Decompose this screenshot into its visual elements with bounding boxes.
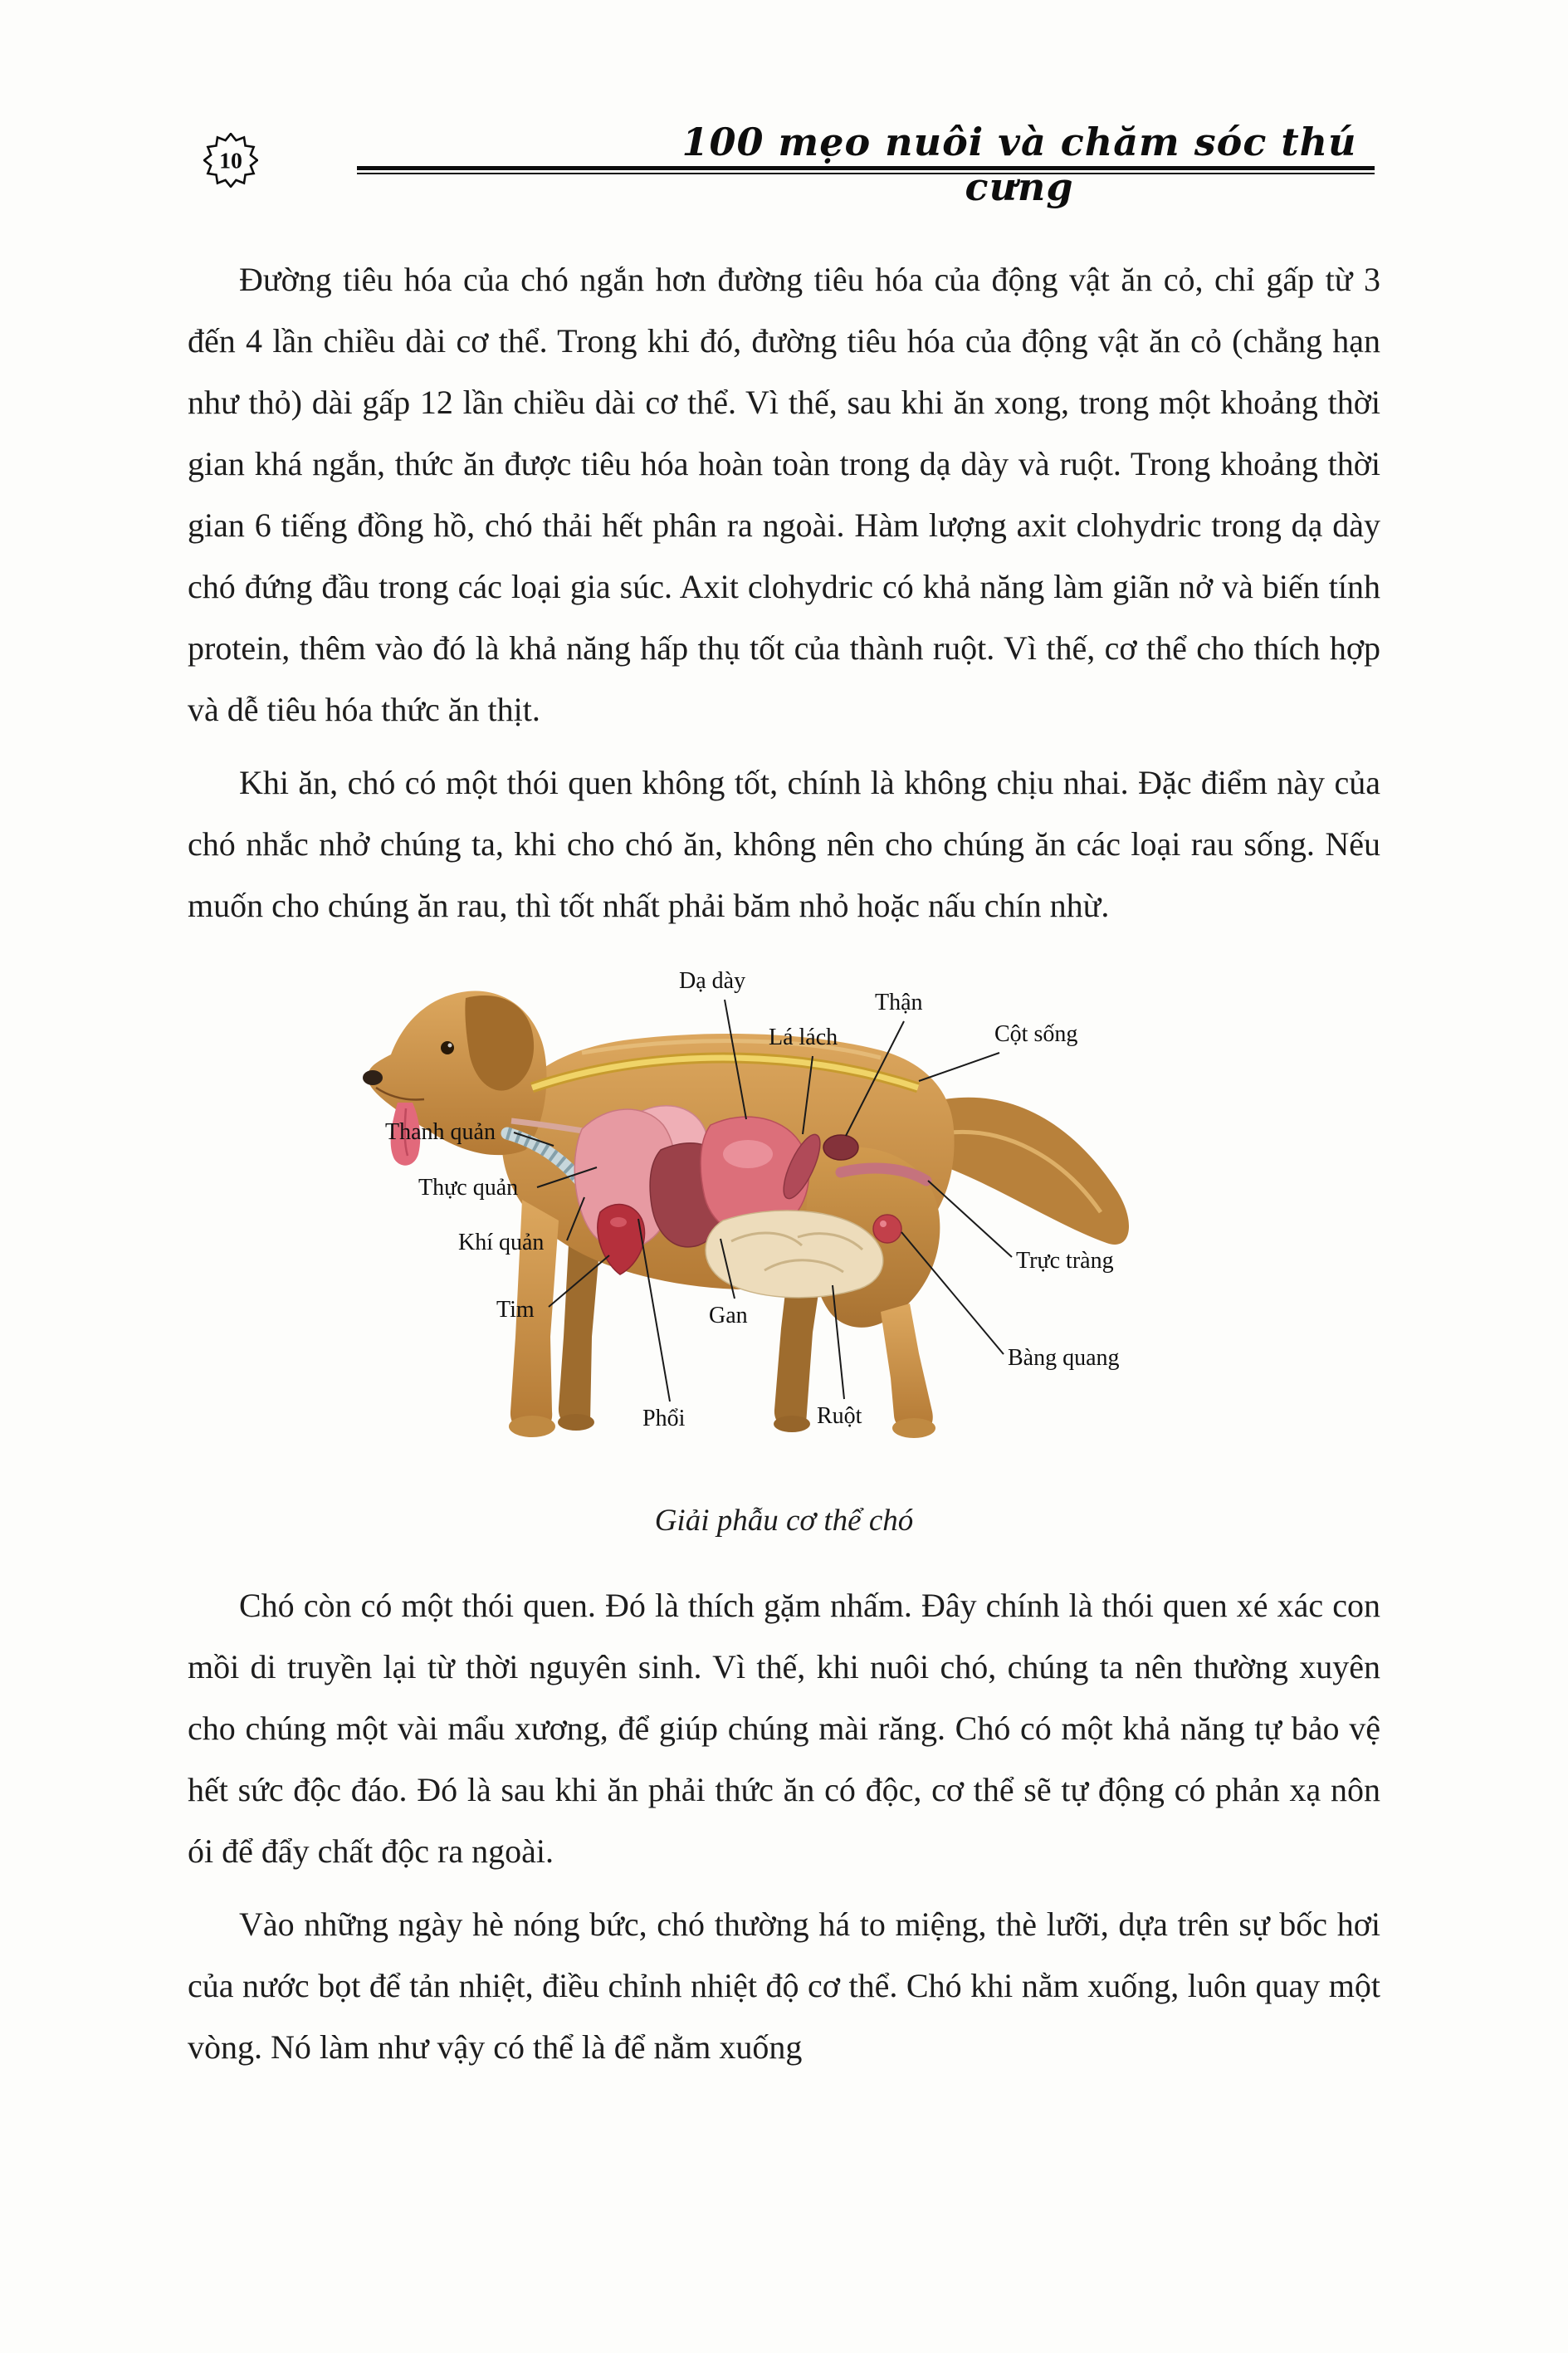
line-truc-trang	[928, 1181, 1012, 1257]
organ-label-phoi: Phổi	[642, 1406, 686, 1431]
organ-label-ruot: Ruột	[817, 1403, 862, 1429]
dog-anatomy-figure	[188, 955, 1380, 1486]
organ-label-la-lach: Lá lách	[769, 1025, 838, 1050]
organ-label-thuc-quan: Thực quản	[418, 1175, 519, 1201]
dog-nose	[363, 1070, 383, 1085]
organ-label-tim: Tim	[496, 1297, 535, 1323]
paragraph-digestion: Đường tiêu hóa của chó ngắn hơn đường tiêu hóa của động vật ăn cỏ, chỉ gấp từ 3 đến 4 lần chiều dài cơ thể. Trong khi đó, đường tiêu hóa của động vật ăn cỏ (chẳng hạn như thỏ) dài gấp 12 lần chiều dài cơ thể. Vì thế, sau khi ăn xong, trong một khoảng thời gian khá ngắn, thức ăn được tiêu hóa hoàn toàn trong dạ dày và ruột. Trong khoảng thời gian 6 tiếng đồng hồ, chó thải hết phân ra ngoài. Hàm lượng axit clohydric trong dạ dày chó đứng đầu trong các loại gia súc. Axit clohydric có khả năng làm giãn nở và biến tính protein, thêm vào đó là khả năng hấp thụ tốt của thành ruột. Vì thế, cơ thể cho thích hợp và dễ tiêu hóa thức ăn thịt.	[188, 261, 1380, 728]
paragraph-cooling: Vào những ngày hè nóng bức, chó thường há to miệng, thè lưỡi, dựa trên sự bốc hơi của nước bọt để tản nhiệt, điều chỉnh nhiệt độ cơ thể. Chó khi nằm xuống, luôn quay một vòng. Nó làm như vậy có thể là để nằm xuống	[188, 1905, 1380, 2066]
organ-label-da-day: Dạ dày	[679, 968, 746, 994]
organ-label-bang-quang: Bàng quang	[1008, 1345, 1120, 1371]
paragraph-chewing: Khi ăn, chó có một thói quen không tốt, chính là không chịu nhai. Đặc điểm này của chó nhắc nhở chúng ta, khi cho chó ăn, không nên cho chúng ăn các loại rau sống. Nếu muốn cho chúng ăn rau, thì tốt nhất phải băm nhỏ hoặc nấu chín nhừ.	[188, 764, 1380, 924]
header-rule	[357, 166, 1375, 174]
organ-label-cot-song: Cột sống	[994, 1021, 1078, 1047]
organ-label-thanh-quan: Thanh quản	[385, 1119, 496, 1145]
kidney-shape	[823, 1135, 858, 1160]
figure-caption: Giải phẫu cơ thể chó	[654, 1504, 914, 1538]
bladder-shape	[873, 1215, 901, 1243]
running-head-title: 100 mẹo nuôi và chăm sóc thú cưng	[681, 120, 1357, 209]
text-column	[188, 249, 1380, 2090]
line-cot-song	[919, 1053, 999, 1081]
page-header	[187, 120, 1381, 209]
organ-label-gan: Gan	[709, 1303, 748, 1328]
organ-label-truc-trang: Trực tràng	[1016, 1248, 1114, 1274]
organ-label-khi-quan: Khí quản	[458, 1230, 545, 1255]
paragraph-gnawing: Chó còn có một thói quen. Đó là thích gặm nhấm. Đây chính là thói quen xé xác con mồi di truyền lại từ thời nguyên sinh. Vì thế, khi nuôi chó, chúng ta nên thường xuyên cho chúng một vài mẩu xương, để giúp chúng mài răng. Chó có một khả năng tự bảo vệ hết sức độc đáo. Đó là sau khi ăn phải thức ăn có độc, cơ thể sẽ tự động có phản xạ nôn ói để đẩy chất độc ra ngoài.	[188, 1587, 1380, 1870]
dog-eye	[441, 1041, 454, 1054]
page-number-badge	[203, 133, 258, 188]
page-number: 10	[219, 148, 242, 174]
organ-label-than: Thận	[875, 990, 923, 1015]
